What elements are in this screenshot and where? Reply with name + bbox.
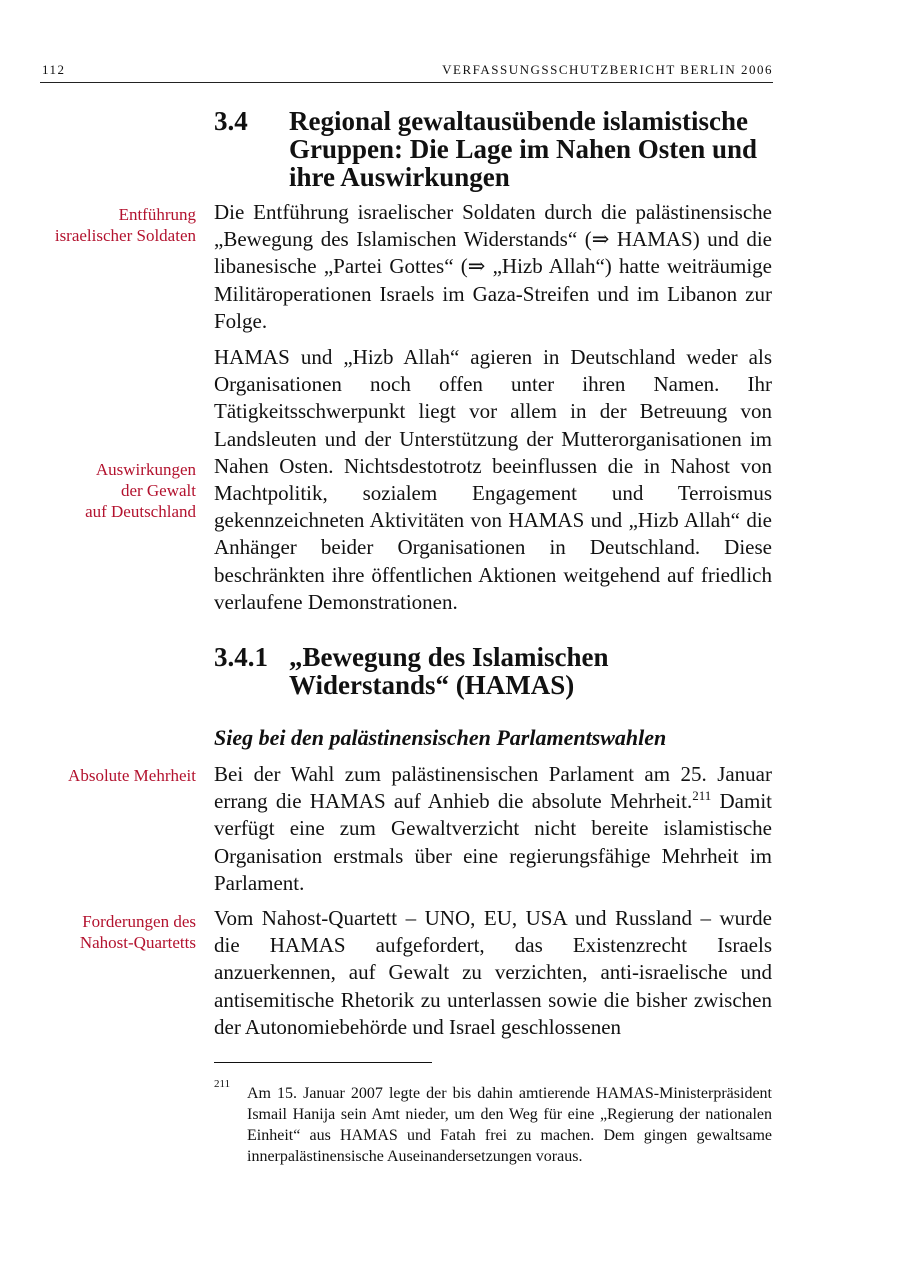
subsection-number: 3.4.1 <box>214 642 268 672</box>
paragraph-wahl: Bei der Wahl zum palästinensischen Parlament am 25. Januar errang die HAMAS auf Anhieb die absolute Mehrheit.$^{211}$ Damit verfügt eine zum Gewaltverzicht nicht bereite islamistische Organisation erstmals über eine regierungsfähige Mehrheit im Parlament. <box>214 762 772 895</box>
running-header <box>40 62 773 83</box>
subheading-parlamentswahlen: Sieg bei den palästinensischen Parlamentswahlen <box>214 725 667 750</box>
paragraph-nahost-quartett: Vom Nahost-Quartett – UNO, EU, USA und Russland – wurde die HAMAS aufgefordert, das Existenzrecht Israels anzuerkennen, auf Gewalt zu verzichten, anti-israelische und antisemitische Rhetorik zu unterlassen sowie die bisher zwischen der Autonomiebehörde und Israel geschlossenen <box>214 906 772 1039</box>
footnote-divider <box>214 1062 432 1063</box>
footnote-text: Am 15. Januar 2007 legte der bis dahin amtierende HAMAS-Ministerpräsident Ismail Hanija sein Amt nieder, um den Weg für eine „Regierung der nationalen Einheit“ aus HAMAS und Fatah frei zu machen. Dem gingen gewaltsame innerpalästinensische Auseinandersetzungen voraus. <box>247 1085 772 1165</box>
margin-note-entfuehrung: Entführung israelischer Soldaten <box>54 205 196 245</box>
footnote-reference[interactable]: 211 <box>692 788 712 804</box>
margin-note-forderungen: Forderungen des Nahost-Quartetts <box>79 912 196 952</box>
section-title: Regional gewaltausübende islamistische Gruppen: Die Lage im Nahen Osten und ihre Auswirkungen <box>289 106 758 192</box>
footnote-mark: 211 <box>214 1078 231 1090</box>
margin-note-mehrheit: Absolute Mehrheit <box>68 766 196 785</box>
paragraph-entfuehrung: Die Entführung israelischer Soldaten durch die palästinensische „Bewegung des Islamischen Widerstands“ (⇒ HAMAS) und die libanesische „Partei Gottes“ (⇒ „Hizb Allah“) hatte weiträumige Militäroperationen Israels im Gaza-Streifen und im Libanon zur Folge. <box>214 200 772 333</box>
margin-note-auswirkungen: Auswirkungen der Gewalt auf Deutschland <box>85 460 196 521</box>
paragraph-hamas-hizb-allah: HAMAS und „Hizb Allah“ agieren in Deutschland weder als Organisationen noch offen unter ihren Namen. Ihr Tätigkeitsschwerpunkt liegt vor allem in der Betreuung von Landsleuten und der Unterstützung der Mutterorganisationen im Nahen Osten. Nichtsdestotrotz beeinflussen die in Nahost von Machtpolitik, sozialem Engagement und Terroismus gekennzeichneten Aktivitäten von HAMAS und „Hizb Allah“ die Anhänger beider Organisationen in Deutschland. Diese beschränkten ihre öffentlichen Aktionen weitgehend auf friedlich verlaufene Demonstrationen. <box>214 345 772 614</box>
subsection-title: „Bewegung des Islamischen Widerstands“ (HAMAS) <box>289 642 609 700</box>
page-number: 112 <box>42 62 66 77</box>
running-title: VERFASSUNGSSCHUTZBERICHT BERLIN 2006 <box>442 62 773 77</box>
section-number: 3.4 <box>214 106 248 136</box>
